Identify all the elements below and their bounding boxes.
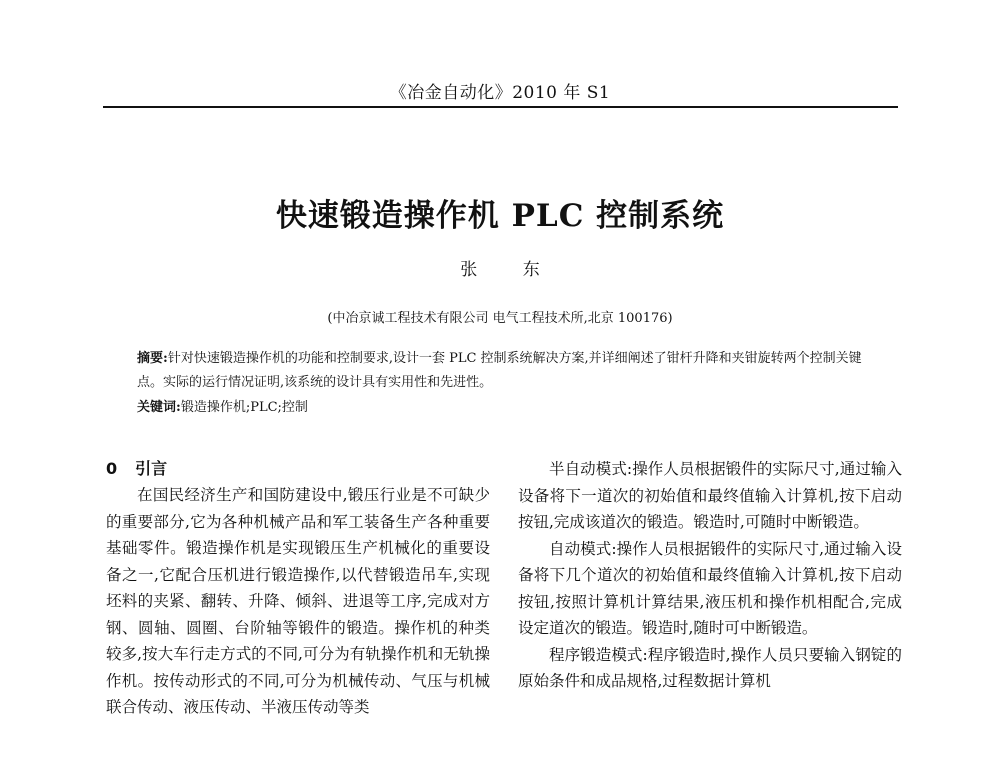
program-mode-paragraph: 程序锻造模式:程序锻造时,操作人员只要输入钢锭的原始条件和成品规格,过程数据计算机 — [518, 645, 902, 690]
left-column — [106, 456, 490, 721]
abstract — [137, 347, 863, 395]
section-heading — [106, 456, 490, 482]
journal-header: 《冶金自动化》2010 年 S1 — [389, 83, 611, 103]
semi-auto-mode-paragraph: 半自动模式:操作人员根据锻件的实际尺寸,通过输入设备将下一道次的初始值和最终值输入计算机,按下启动按钮,完成该道次的锻造。锻造时,可随时中断锻造。 — [518, 460, 902, 531]
right-column — [518, 456, 902, 695]
abstract-text: 针对快速锻造操作机的功能和控制要求,设计一套 PLC 控制系统解决方案,并详细阐述了钳杆升降和夹钳旋转两个控制关键点。实际的运行情况证明,该系统的设计具有实用性和先进性。 — [137, 351, 862, 390]
section-number: 0 — [106, 459, 118, 478]
keywords — [137, 398, 863, 418]
paper-title: 快速锻造操作机 PLC 控制系统 — [275, 198, 725, 234]
keywords-text: 锻造操作机;PLC;控制 — [180, 400, 308, 415]
abstract-label: 摘要: — [137, 351, 168, 366]
author-affiliation: (中冶京诚工程技术有限公司 电气工程技术所,北京 100176) — [327, 311, 673, 326]
section-title: 引言 — [135, 459, 168, 478]
auto-mode-paragraph: 自动模式:操作人员根据锻件的实际尺寸,通过输入设备将下几个道次的初始值和最终值输入计算机,按下启动按钮,按照计算机计算结果,液压机和操作机相配合,完成设定道次的锻造。锻造时,随时可中断锻造。 — [518, 539, 902, 637]
keywords-label: 关键词: — [137, 400, 181, 415]
header-divider — [103, 106, 898, 108]
intro-paragraph: 在国民经济生产和国防建设中,锻压行业是不可缺少的重要部分,它为各种机械产品和军工装备生产各种重要基础零件。锻造操作机是实现锻压生产机械化的重要设备之一,它配合压机进行锻造操作,以代替锻造吊车,实现坯料的夹紧、翻转、升降、倾斜、进退等工序,完成对方钢、圆轴、圆圈、台阶轴等锻件的锻造。操作机的种类较多,按大车行走方式的不同,可分为有轨操作机和无轨操作机。按传动形式的不同,可分为机械传动、气压与机械联合传动、液压传动、半液压传动等类 — [106, 486, 490, 716]
author-name: 张 东 — [460, 260, 560, 280]
